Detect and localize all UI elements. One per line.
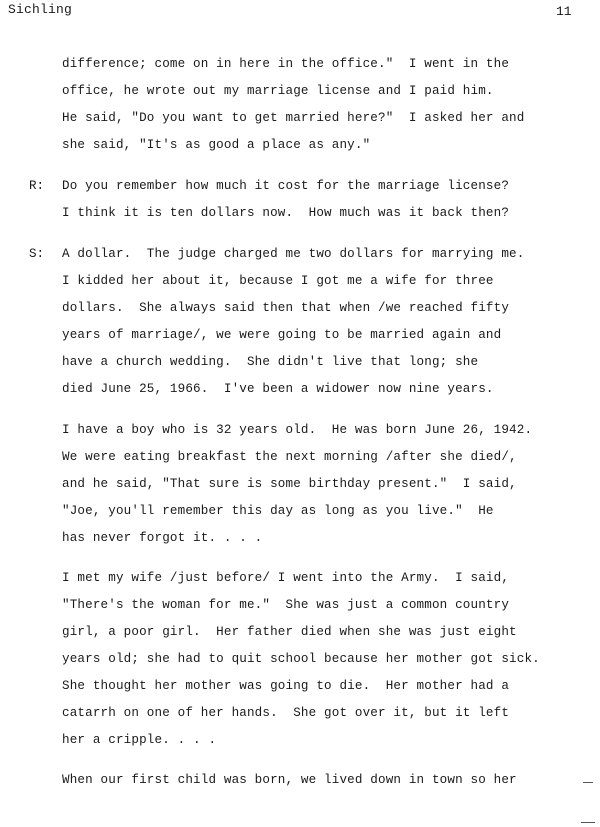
text-line: years of marriage/, we were going to be married again and bbox=[62, 328, 502, 342]
text-line: years old; she had to quit school because her mother got sick. bbox=[62, 652, 540, 666]
text-line: When our first child was born, we lived down in town so her bbox=[62, 773, 517, 787]
text-line: I met my wife /just before/ I went into the Army. I said, bbox=[62, 571, 510, 585]
text-line: "There's the woman for me." She was just a common country bbox=[62, 598, 510, 612]
text-line: her a cripple. . . . bbox=[62, 733, 217, 747]
text-line: catarrh on one of her hands. She got over it, but it left bbox=[62, 706, 510, 720]
text-line: she said, "It's as good a place as any." bbox=[62, 138, 371, 152]
text-line: "Joe, you'll remember this day as long as you live." He bbox=[62, 504, 494, 518]
text-line: I think it is ten dollars now. How much was it back then? bbox=[62, 206, 510, 220]
text-line: have a church wedding. She didn't live that long; she bbox=[62, 355, 479, 369]
text-line: She thought her mother was going to die. Her mother had a bbox=[62, 679, 510, 693]
text-line: Do you remember how much it cost for the marriage license? bbox=[62, 179, 510, 193]
text-line: office, he wrote out my marriage license and I paid him. bbox=[62, 84, 494, 98]
text-line: and he said, "That sure is some birthday present." I said, bbox=[62, 477, 517, 491]
text-line: I have a boy who is 32 years old. He was born June 26, 1942. bbox=[62, 423, 533, 437]
header-page-number: 11 bbox=[556, 4, 572, 19]
text-line: A dollar. The judge charged me two dollars for marrying me. bbox=[62, 247, 525, 261]
scan-margin-mark bbox=[583, 782, 593, 783]
text-line: girl, a poor girl. Her father died when she was just eight bbox=[62, 625, 517, 639]
text-line: He said, "Do you want to get married here?" I asked her and bbox=[62, 111, 525, 125]
speaker-label: S: bbox=[29, 247, 45, 261]
text-line: I kidded her about it, because I got me a wife for three bbox=[62, 274, 494, 288]
text-line: died June 25, 1966. I've been a widower now nine years. bbox=[62, 382, 494, 396]
text-line: difference; come on in here in the office." I went in the bbox=[62, 57, 510, 71]
text-line: dollars. She always said then that when /we reached fifty bbox=[62, 301, 510, 315]
text-line: We were eating breakfast the next morning /after she died/, bbox=[62, 450, 517, 464]
speaker-label: R: bbox=[29, 179, 45, 193]
scan-margin-mark bbox=[581, 822, 595, 823]
header-interviewee-name: Sichling bbox=[8, 2, 73, 17]
text-line: has never forgot it. . . . bbox=[62, 531, 263, 545]
